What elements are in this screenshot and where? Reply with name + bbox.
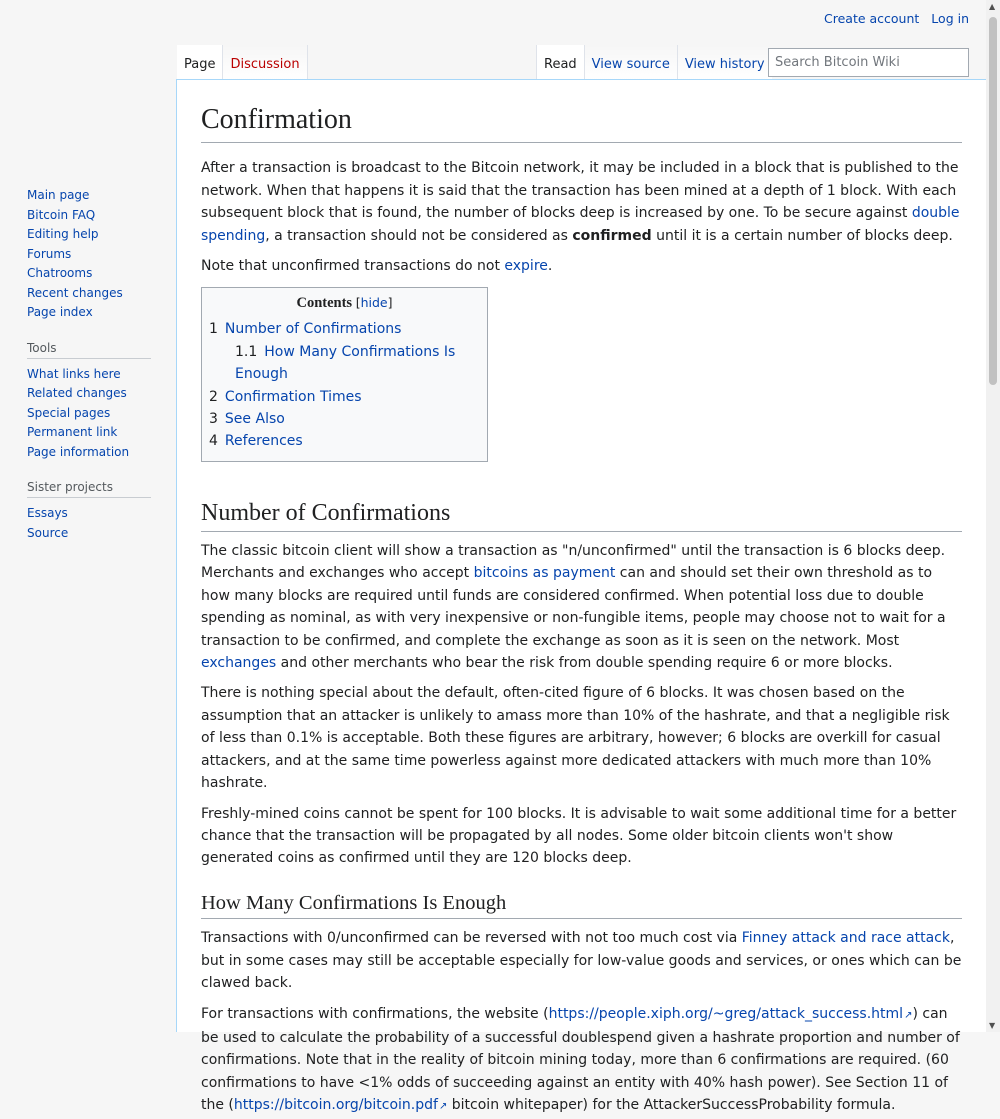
exchanges-link[interactable]: exchanges (201, 655, 277, 672)
tab-view-source[interactable]: View source (584, 45, 677, 80)
bitcoin-pdf-external-link[interactable]: https://bitcoin.org/bitcoin.pdf↗ (234, 1097, 447, 1113)
tab-read[interactable]: Read (536, 45, 584, 80)
section-heading-number-of-confirmations: Number of Confirmations (201, 498, 962, 532)
tools-heading: Tools (27, 341, 151, 359)
scrollbar-thumb[interactable] (989, 17, 997, 385)
sidebar-item-permanent-link[interactable]: Permanent link (27, 425, 118, 439)
expire-link[interactable]: expire (504, 258, 548, 275)
section-paragraph: For transactions with confirmations, the website (https://people.xiph.org/~greg/attack_success.html↗) can be used to calculate the probability of a successful doublespend given a hashrate proportion and number of confirmations. Note that in the reality of bitcoin mining today, more than 6 confirmations are required. (60 confirmations to have <1% odds of succeeding against an entity with 40% hash power). See Section 11 of the (https://bitcoin.org/bitcoin.pdf↗ bitcoin whitepaper) for the AttackerSuccessProbability formula. (201, 1003, 962, 1119)
intro-paragraph: After a transaction is broadcast to the Bitcoin network, it may be included in a block that is published to the network. When that happens it is said that the transaction has been mined at a depth of 1 block. With each subsequent block that is found, the number of blocks deep is increased by one. To be secure against double spending, a transaction should not be considered as confirmed until it is a certain number of blocks deep. (201, 160, 960, 244)
sidebar-item-page-information[interactable]: Page information (27, 444, 130, 459)
double-spending-link[interactable]: double spending (201, 205, 960, 244)
sidebar-item-recent-changes[interactable]: Recent changes (27, 285, 123, 300)
content-area (176, 79, 986, 1114)
section-paragraph: Transactions with 0/unconfirmed can be reversed with not too much cost via Finney attack and race attack, but in some cases may still be acceptable especially for low-value goods and services, or ones which can be clawed back. (201, 930, 962, 992)
toc-item[interactable]: 1 Number of Confirmations (209, 321, 402, 338)
section-paragraph: There is nothing special about the default, often-cited figure of 6 blocks. It was chosen based on the assumption that an attacker is unlikely to amass more than 10% of the hashrate, and that a negligible risk of less than 0.1% is acceptable. Both these figures are arbitrary, however; 6 blocks are overkill for casual attackers, and at the same time powerless against more dedicated attackers with much more than 10% hashrate. (201, 685, 950, 792)
sister-projects-heading: Sister projects (27, 480, 151, 498)
sidebar-item-essays[interactable]: Essays (27, 506, 68, 520)
sidebar-item-main-page[interactable]: Main page (27, 188, 90, 202)
sidebar-item-related-changes[interactable]: Related changes (27, 386, 127, 400)
external-link-icon: ↗ (904, 1009, 913, 1021)
bitcoins-as-payment-link[interactable]: bitcoins as payment (473, 565, 616, 582)
tab-discussion[interactable]: Discussion (223, 45, 307, 80)
personal-tools (816, 11, 969, 26)
external-link-icon: ↗ (438, 1101, 448, 1113)
attack-success-external-link[interactable]: https://people.xiph.org/~greg/attack_success.html↗ (549, 1006, 913, 1022)
table-of-contents (201, 287, 488, 461)
tab-page[interactable]: Page (177, 45, 223, 80)
sidebar-item-forums[interactable]: Forums (27, 246, 72, 261)
sidebar-item-bitcoin-faq[interactable]: Bitcoin FAQ (27, 207, 96, 222)
sidebar-sister-projects (0, 504, 176, 543)
section-heading-how-many-confirmations: How Many Confirmations Is Enough (201, 890, 962, 920)
sidebar (0, 180, 176, 543)
sidebar-navigation (0, 186, 176, 323)
view-tabs (536, 45, 772, 80)
sidebar-item-special-pages[interactable]: Special pages (27, 405, 111, 420)
toc-item[interactable]: 3 See Also (209, 411, 285, 428)
toc-title: Contents [hide] (296, 295, 393, 312)
section-paragraph: The classic bitcoin client will show a transaction as "n/unconfirmed" until the transaction is 6 blocks deep. Merchants and exchanges who accept bitcoins as payment can and should set their own threshold as to how many blocks are required until funds are considered confirmed. When potential loss due to double spending as nominal, as with very inexpensive or non-fungible items, people may choose not to wait for a transaction to be confirmed, and complete the exchange as soon as it is seen on the network. Most exchanges and other merchants who bear the risk from double spending require 6 or more blocks. (201, 543, 946, 672)
create-account-link[interactable]: Create account (824, 11, 920, 26)
sidebar-item-page-index[interactable]: Page index (27, 305, 93, 319)
vertical-scrollbar[interactable] (986, 0, 1000, 1032)
sidebar-item-chatrooms[interactable]: Chatrooms (27, 266, 93, 280)
toc-hide-toggle[interactable]: hide (360, 295, 388, 311)
tab-view-history[interactable]: View history (677, 45, 772, 80)
scroll-down-arrow-icon[interactable]: ▼ (989, 1021, 996, 1030)
scroll-up-arrow-icon[interactable]: ▲ (989, 2, 996, 11)
sidebar-item-editing-help[interactable]: Editing help (27, 227, 99, 241)
section-paragraph: Freshly-mined coins cannot be spent for 100 blocks. It is advisable to wait some additional time for a better chance that the transaction will be propagated by all nodes. Some older bitcoin clients won't show generated coins as confirmed until they are 120 blocks deep. (201, 805, 957, 867)
page-title: Confirmation (201, 102, 962, 143)
note-paragraph: Note that unconfirmed transactions do not expire. (201, 258, 553, 275)
toc-item[interactable]: 4 References (209, 433, 303, 450)
log-in-link[interactable]: Log in (931, 11, 969, 26)
search-input[interactable] (768, 48, 969, 77)
toc-item[interactable]: 2 Confirmation Times (209, 388, 362, 405)
toc-item[interactable]: 1.1 How Many Confirmations Is Enough (235, 343, 456, 383)
namespace-tabs (177, 45, 308, 80)
sidebar-tools (0, 365, 176, 463)
sidebar-item-source[interactable]: Source (27, 525, 69, 540)
sidebar-item-what-links-here[interactable]: What links here (27, 366, 121, 381)
finney-attack-link[interactable]: Finney attack and race attack (741, 930, 950, 947)
